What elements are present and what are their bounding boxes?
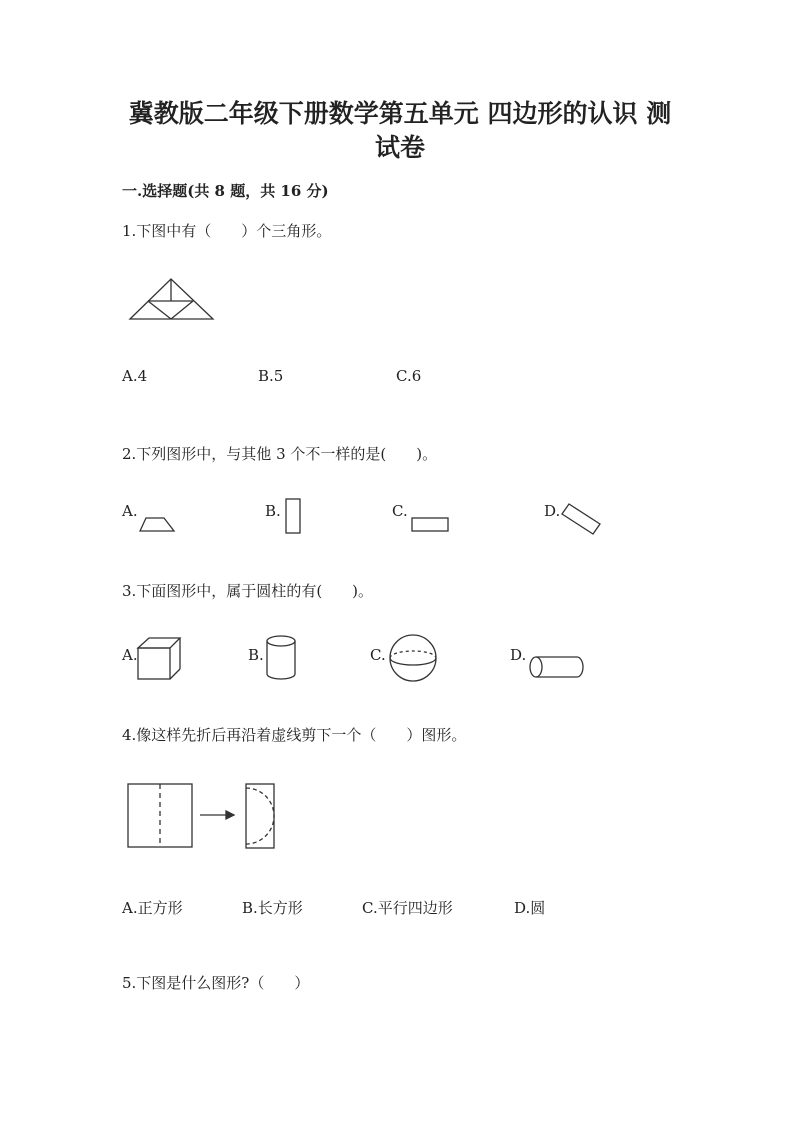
question-3-option-b[interactable]: B. <box>248 646 264 664</box>
question-4-fold-and-cut-figure <box>126 782 278 850</box>
question-4-text: 4.像这样先折后再沿着虚线剪下一个（ ）图形。 <box>122 726 467 744</box>
page-title-line-2: 试卷 <box>374 133 425 162</box>
question-1-option-a[interactable]: A.4 <box>122 367 148 385</box>
question-5-text: 5.下图是什么图形?（ ） <box>122 974 310 992</box>
question-2-option-d[interactable]: D. <box>544 502 561 520</box>
question-3-option-c[interactable]: C. <box>370 646 386 664</box>
question-2-tilted-rectangle-figure <box>560 502 604 538</box>
question-3-cube-figure <box>136 636 186 682</box>
question-1-text: 1.下图中有（ ）个三角形。 <box>122 222 332 240</box>
question-4-option-d[interactable]: D.圆 <box>514 899 546 917</box>
question-3-text: 3.下面图形中，属于圆柱的有( )。 <box>122 582 374 600</box>
question-2-option-a[interactable]: A. <box>122 502 138 520</box>
question-3-option-a[interactable]: A. <box>122 646 138 664</box>
section-header: 一.选择题(共 8 题，共 16 分) <box>122 182 329 200</box>
question-2-option-b[interactable]: B. <box>265 502 281 520</box>
question-2-wide-rectangle-figure <box>410 516 452 534</box>
question-1-option-b[interactable]: B.5 <box>258 367 284 385</box>
question-2-option-c[interactable]: C. <box>392 502 408 520</box>
page-title-line-1: 冀教版二年级下册数学第五单元 四边形的认识 测 <box>128 99 672 128</box>
question-1-option-c[interactable]: C.6 <box>396 367 422 385</box>
question-4-option-c[interactable]: C.平行四边形 <box>362 899 453 917</box>
question-2-parallelogram-figure <box>138 516 178 534</box>
question-4-option-a[interactable]: A.正方形 <box>122 899 183 917</box>
question-3-sphere-figure <box>388 634 440 684</box>
question-3-lying-cylinder-figure <box>527 655 585 681</box>
question-3-option-d[interactable]: D. <box>510 646 527 664</box>
question-3-upright-cylinder-figure <box>264 634 300 682</box>
question-4-option-b[interactable]: B.长方形 <box>242 899 303 917</box>
question-2-text: 2.下列图形中，与其他 3 个不一样的是( )。 <box>122 445 438 463</box>
question-2-tall-rectangle-figure <box>284 497 304 537</box>
question-1-triangle-figure <box>128 276 216 322</box>
